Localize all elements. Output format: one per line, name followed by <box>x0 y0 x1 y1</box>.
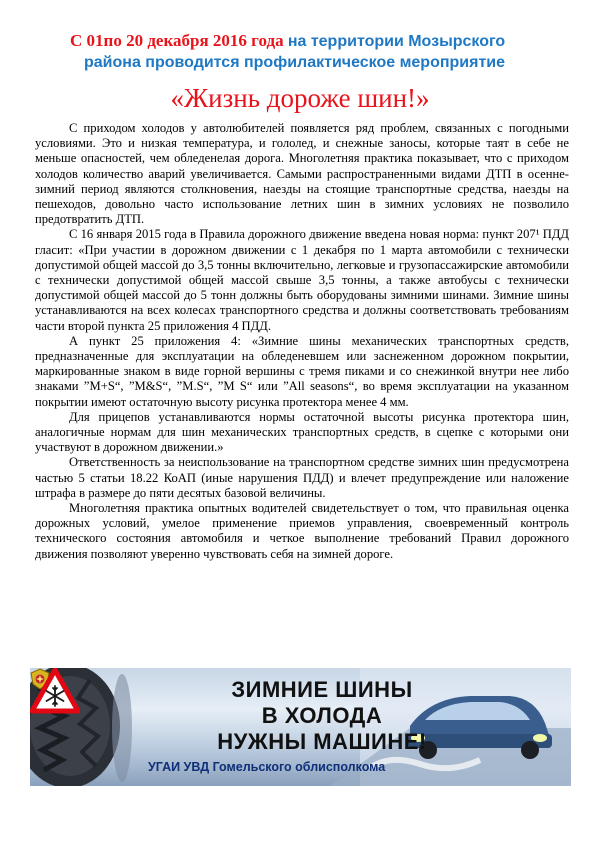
banner-title-line-3: НУЖНЫ МАШИНЕ! <box>217 729 427 754</box>
banner-title-line-1: ЗИМНИЕ ШИНЫ <box>231 677 413 702</box>
paragraph: С приходом холодов у автолюбителей появляется ряд проблем, связанных с погодными условиями. Это и низкая температура, и гололед, и снежные заносы, которые таят в себе не меньше опасностей, чем обледенелая дорога. Многолетняя практика показывает, что с приходом холодов количество аварий увеличивается. Самыми распространенными видами ДТП в осенне-зимний период являются столкновения, наезды на стоящие транспортные средства, наезды на пешеходов, довольно часто использование летних шин в зимних условиях не позволило предотвратить ДТП. <box>35 121 569 227</box>
banner-footer: УГАИ УВД Гомельского облисполкома <box>148 760 386 774</box>
banner-title-line-2: В ХОЛОДА <box>261 703 383 728</box>
paragraph: Многолетняя практика опытных водителей свидетельствует о том, что правильная оценка дорожных условий, умелое применение приемов управления, своевременный контроль технического состояния автомобиля и четкое выполнение требований Правил дорожного движения позволяют уверенно чувствовать себя на зимней дороге. <box>35 501 569 561</box>
paragraph: Ответственность за неиспользование на транспортном средстве зимних шин предусмотрена частью 5 статьи 18.22 КоАП (иные нарушения ПДД) и влечет предупреждение или наложение штрафа в размере до пяти десятых базовой величины. <box>35 455 569 500</box>
header-date: С 01по 20 декабря 2016 года <box>70 31 284 50</box>
header-place-1: на территории Мозырского <box>287 33 506 50</box>
header-line-1 <box>70 31 590 52</box>
snowflake-warning-sign-icon <box>30 668 80 714</box>
winter-tires-banner <box>30 668 571 786</box>
article-body <box>35 121 569 562</box>
header-place-2: района проводится профилактическое мероприятие <box>84 54 506 71</box>
paragraph: С 16 января 2015 года в Правила дорожного движение введена новая норма: пункт 207¹ ПДД гласит: «При участии в дорожном движении с 1 декабря по 1 марта автомобили с технически допустимой общей массой до 3,5 тонны включительно, легковые и грузопассажирские автомобили с технически допустимой общей массой свыше 3,5 тонны, а также автобусы с технически допустимой общей массой до 5 тонн должны быть оборудованы зимними шинами. Зимние шины устанавливаются на всех колесах транспортного средства и должны соответствовать требованиям части второй пункта 25 приложения 4 ПДД. <box>35 227 569 333</box>
slogan-title: «Жизнь дороже шин!» <box>170 83 430 113</box>
paragraph: Для прицепов устанавливаются нормы остаточной высоты рисунка протектора шин, аналогичные нормам для шин механических транспортных средств, в сцепке с которыми они участвуют в дорожном движении.» <box>35 409 569 455</box>
paragraph: А пункт 25 приложения 4: «Зимние шины механических транспортных средств, предназначенные для эксплуатации на обледеневшем или заснеженном дорожном покрытии, маркированные знаком в виде горной вершины с тремя пиками и со снежинкой внутри нее либо знаками ”M+S“, ”M&S“, ”M.S“, ”M S“ или ”All seasons“, во время эксплуатации на указанном покрытии имеют остаточную высоту рисунка протектора менее 4 мм. <box>35 333 569 409</box>
